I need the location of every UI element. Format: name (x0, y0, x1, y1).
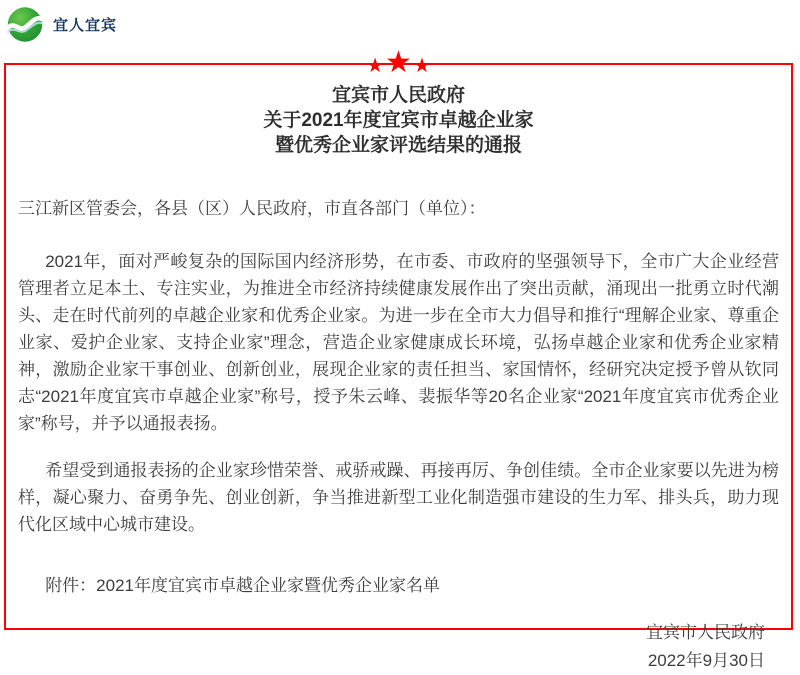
site-logo-text: 宜人宜宾 (53, 17, 118, 34)
yibin-city-logo-icon[interactable] (7, 6, 43, 43)
attachment-line: 附件：2021年度宜宾市卓越企业家暨优秀企业家名单 (45, 576, 441, 595)
star-icon: ★ (385, 46, 412, 79)
signature-date: 2022年9月30日 (647, 651, 765, 670)
title-line-3: 暨优秀企业家评选结果的通报 (274, 135, 522, 156)
title-line-2: 关于2021年度宜宾市卓越企业家 (263, 110, 534, 131)
signature-issuer: 宜宾市人民政府 (646, 623, 765, 642)
document-box (4, 46, 793, 670)
title-line-1: 宜宾市人民政府 (331, 85, 465, 106)
body-paragraph-2: 希望受到通报表扬的企业家珍惜荣誉、戒骄戒躁、再接再厉、争创佳绩。全市企业家要以先进为榜样，凝心聚力、奋勇争先、创业创新，争当推进新型工业化制造强市建设的生力军、排头兵，助力现代化区域中心城市建设。 (18, 461, 779, 534)
document-title (18, 83, 779, 158)
star-icon: ★ (366, 55, 385, 77)
site-header (7, 6, 117, 43)
document-content (6, 65, 791, 675)
addressee-line: 三江新区管委会，各县（区）人民政府，市直各部门（单位）： (18, 199, 486, 218)
star-icon: ★ (412, 55, 431, 77)
body-paragraph-1: 2021年，面对严峻复杂的国际国内经济形势，在市委、市政府的坚强领导下，全市广大企业经营管理者立足本土、专注实业，为推进全市经济持续健康发展作出了突出贡献，涌现出一批勇立时代潮头、走在时代前列的卓越企业家和优秀企业家。为进一步在全市大力倡导和推行“理解企业家、尊重企业家、爱护企业家、支持企业家”理念，营造企业家健康成长环境，弘扬卓越企业家和优秀企业家精神，激励企业家干事创业、创新创业，展现企业家的责任担当、家国情怀，经研究决定授予曾从钦同志“2021年度宜宾市卓越企业家”称号，授予朱云峰、裴振华等20名企业家“2021年度宜宾市优秀企业家”称号，并予以通报表扬。 (18, 252, 779, 433)
three-red-stars-decoration (366, 46, 431, 79)
signature-block (18, 619, 779, 675)
